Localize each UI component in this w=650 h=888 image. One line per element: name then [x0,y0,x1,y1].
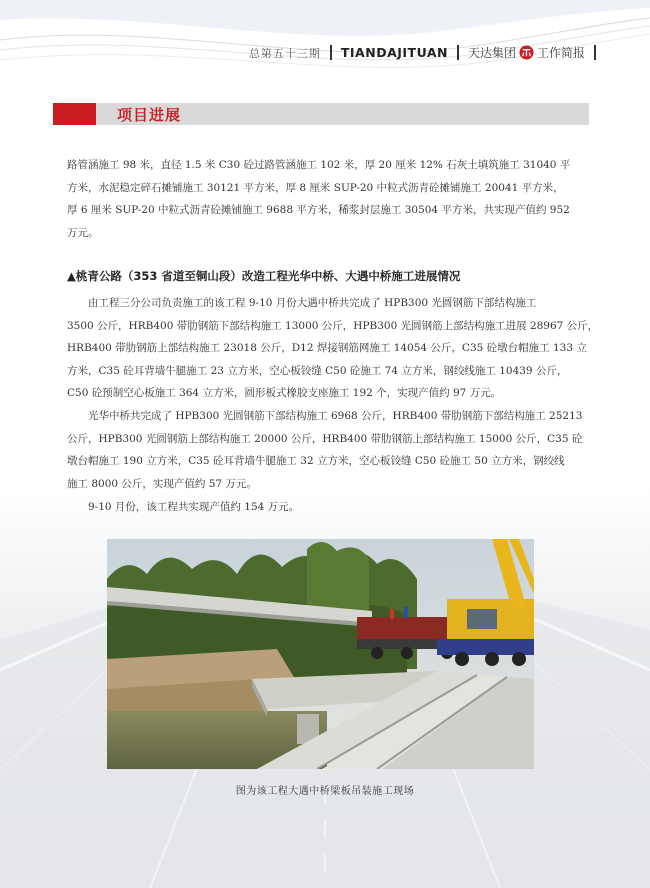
header-end-bar [594,45,596,60]
text-line: 公斤，HPB300 光圆钢筋上部结构施工 20000 公斤，HRB400 带肋钢筋上部结构施工 15000 公斤，C35 砼 [67,432,583,445]
page-header [249,44,596,61]
company-logo-icon [519,45,534,60]
brand-english-name: TIANDAJITUAN [340,45,448,60]
text-line: 光华中桥共完成了 HPB300 光圆钢筋下部结构施工 6968 公斤，HRB400 带肋钢筋下部结构施工 25213 [67,410,583,422]
paragraph-guanghua-bridge [67,405,583,495]
text-line: HRB400 带肋钢筋上部结构施工 23018 公斤，D12 焊接钢筋网施工 14054 公斤，C35 砼墩台帽施工 133 立 [67,342,587,354]
section-title: 项目进展 [117,106,182,124]
text-line: 方米，水泥稳定碎石摊铺施工 30121 平方米，厚 8 厘米 SUP-20 中粒式沥青砼摊铺施工 20041 平方米， [67,181,564,194]
text-line: 3500 公斤，HRB400 带肋钢筋下部结构施工 13000 公斤，HPB300 光圆钢筋上部结构施工进展 28967 公斤， [67,319,599,332]
header-divider [330,45,332,60]
construction-site-photo [107,539,534,769]
text-line: 由工程三分公司负责施工的该工程 9-10 月份大遇中桥共完成了 HPB300 光圆钢筋下部结构施工 [67,297,537,309]
text-line: 施工 8000 公斤，实现产值约 57 万元。 [67,477,257,490]
text-line: 墩台帽施工 190 立方米，C35 砼耳背墙牛腿施工 32 立方米，空心板铰缝 C50 砼施工 50 立方米，钢绞线 [67,455,565,467]
text-line: 路管涵施工 98 米，直径 1.5 米 C30 砼过路管涵施工 102 米，厚 20 厘米 12% 石灰土填筑施工 31040 平 [67,159,571,171]
bridge-lifting-illustration [107,539,534,769]
text-line: 万元。 [67,226,99,239]
section-accent-block [53,103,96,125]
company-name-group [468,44,585,61]
company-name: 天达集团 [467,46,516,60]
text-line: 方米，C35 砼耳背墙牛腿施工 23 立方米，空心板铰缝 C50 砼施工 74 立方米，钢绞线施工 10439 公斤， [67,364,568,377]
header-divider [457,45,459,60]
text-line: C50 砼预制空心板施工 364 立方米，圆形板式橡胶支座施工 192 个，实现产值约 97 万元。 [67,387,502,399]
photo-caption: 图为该工程大遇中桥梁板吊装施工现场 [235,786,415,797]
issue-number: 总第五十三期 [248,46,321,60]
section-title-bar [53,103,589,125]
paragraph-dayu-bridge [67,292,599,405]
paragraph-total-output: 9-10 月份，该工程共实现产值约 154 万元。 [67,501,300,513]
paragraph-road-works [67,154,583,244]
publication-name: 工作简报 [536,46,585,60]
text-line: 厚 6 厘米 SUP-20 中粒式沥青砼摊铺施工 9688 平方米，稀浆封层施工 30504 平方米，共实现产值约 952 [67,204,570,216]
project-subheading: ▲桃青公路（353 省道至铜山段）改造工程光华中桥、大遇中桥施工进展情况 [67,269,461,283]
